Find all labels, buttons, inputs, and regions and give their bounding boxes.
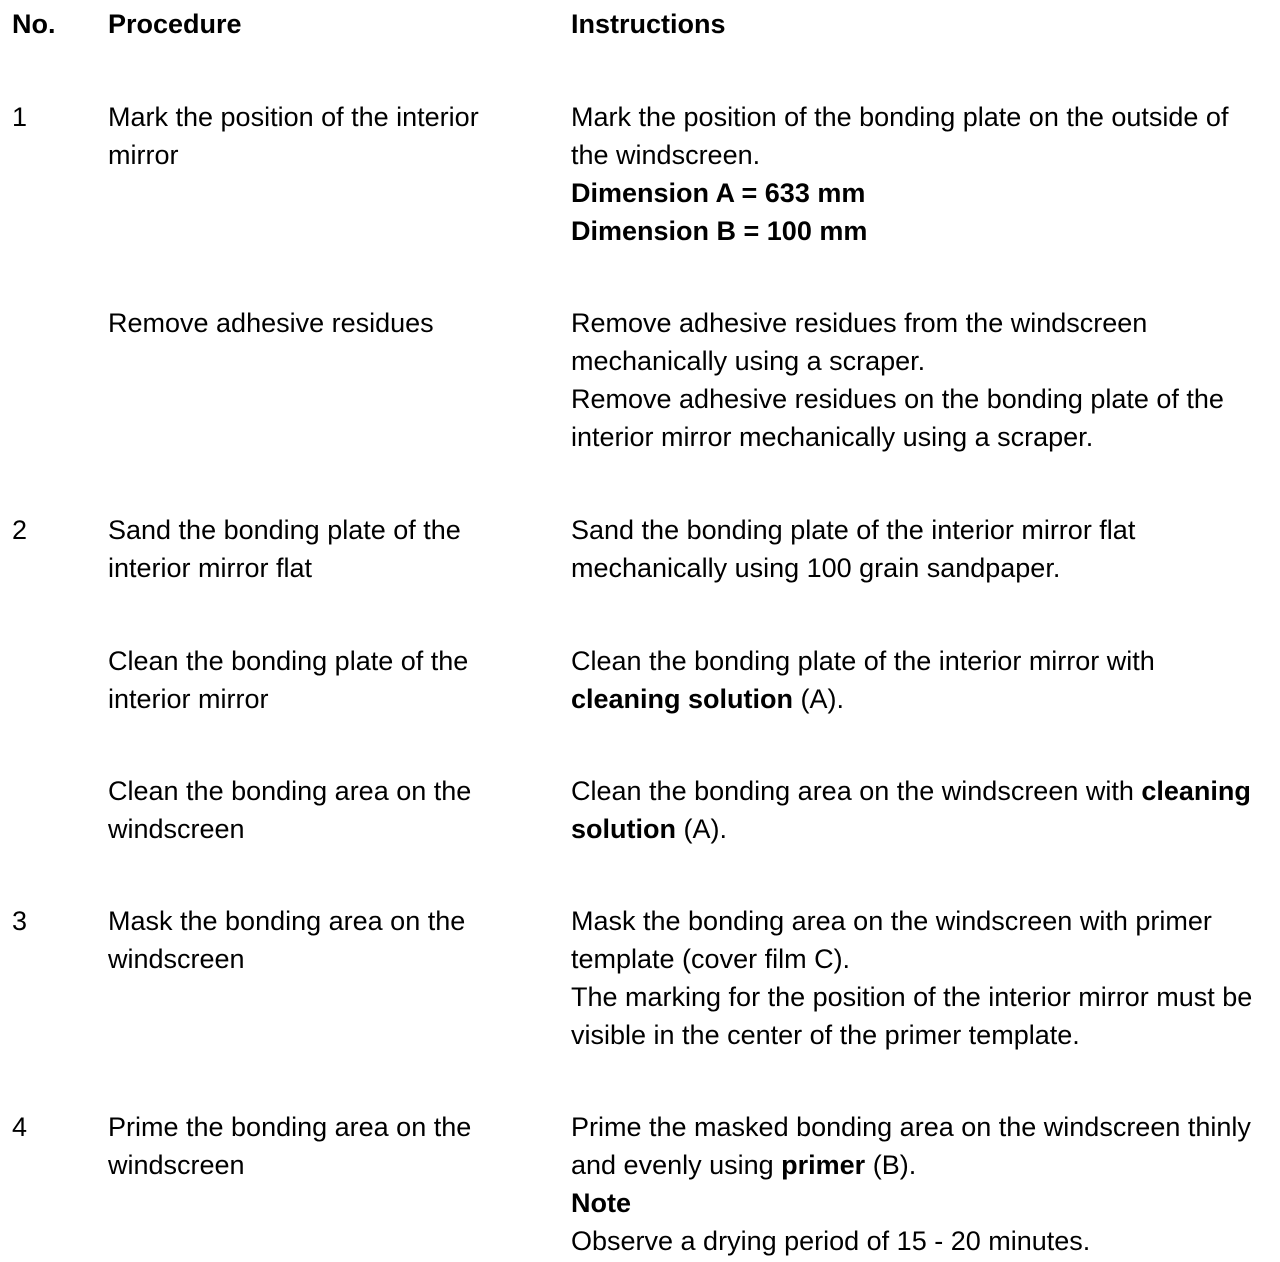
procedure-line: Mark the position of the interior	[108, 102, 479, 132]
instruction-text: (A).	[675, 814, 727, 844]
instruction-line	[571, 174, 1271, 212]
instruction-bold-text: Dimension B = 100 mm	[571, 216, 868, 246]
instruction-text: mechanically using a scraper.	[571, 346, 926, 376]
instruction-bold-text: cleaning	[1141, 776, 1251, 806]
procedure-cell	[108, 98, 548, 174]
procedure-cell	[108, 772, 548, 848]
procedure-line: Mask the bonding area on the	[108, 906, 466, 936]
instruction-text: Clean the bonding area on the windscreen with	[571, 776, 1142, 806]
procedure-cell	[108, 304, 548, 342]
instruction-line	[571, 418, 1271, 456]
instruction-text: Sand the bonding plate of the interior mirror flat	[571, 515, 1136, 545]
instruction-line	[571, 1108, 1271, 1146]
instruction-line	[571, 1184, 1271, 1222]
instruction-text: interior mirror mechanically using a scraper.	[571, 422, 1094, 452]
instructions-cell	[571, 304, 1271, 456]
header-procedure: Procedure	[108, 9, 242, 39]
instruction-text: Remove adhesive residues on the bonding plate of the	[571, 384, 1224, 414]
instruction-text: mechanically using 100 grain sandpaper.	[571, 553, 1061, 583]
instruction-line	[571, 98, 1271, 136]
procedure-line: windscreen	[108, 814, 245, 844]
procedure-line: Sand the bonding plate of the	[108, 515, 461, 545]
instruction-bold-text: Dimension A = 633 mm	[571, 178, 866, 208]
instruction-bold-text: primer	[781, 1150, 866, 1180]
instruction-line	[571, 978, 1271, 1016]
step-number: 1	[12, 102, 28, 132]
step-number: 2	[12, 515, 28, 545]
instruction-line	[571, 1146, 1271, 1184]
instruction-line	[571, 136, 1271, 174]
procedure-line: interior mirror flat	[108, 553, 313, 583]
instruction-line	[571, 642, 1271, 680]
instruction-text: (B).	[865, 1150, 917, 1180]
procedure-cell	[108, 642, 548, 718]
instruction-text: Mask the bonding area on the windscreen with primer	[571, 906, 1212, 936]
instruction-bold-text: Note	[571, 1188, 631, 1218]
instruction-bold-text: solution	[571, 814, 676, 844]
instruction-line	[571, 304, 1271, 342]
step-number: 4	[12, 1112, 28, 1142]
instruction-text: The marking for the position of the interior mirror must be	[571, 982, 1253, 1012]
instruction-text: the windscreen.	[571, 140, 761, 170]
instruction-line	[571, 549, 1271, 587]
header-no: No.	[12, 9, 56, 39]
instruction-line	[571, 380, 1271, 418]
instruction-text: Observe a drying period of 15 - 20 minutes.	[571, 1226, 1091, 1256]
instruction-text: (A).	[793, 684, 845, 714]
instruction-line	[571, 1016, 1271, 1054]
instruction-line	[571, 772, 1271, 810]
instruction-line	[571, 511, 1271, 549]
instruction-line	[571, 680, 1271, 718]
instructions-cell	[571, 98, 1271, 250]
instruction-text: Remove adhesive residues from the windscreen	[571, 308, 1148, 338]
procedure-line: Prime the bonding area on the	[108, 1112, 472, 1142]
instructions-cell	[571, 511, 1271, 587]
procedure-line: windscreen	[108, 1150, 245, 1180]
procedure-cell	[108, 902, 548, 978]
instruction-text: Mark the position of the bonding plate on the outside of	[571, 102, 1229, 132]
instruction-line	[571, 902, 1271, 940]
instructions-cell	[571, 772, 1271, 848]
instructions-cell	[571, 902, 1271, 1054]
instructions-cell	[571, 642, 1271, 718]
instruction-text: and evenly using	[571, 1150, 782, 1180]
procedure-line: interior mirror	[108, 684, 269, 714]
procedure-line: mirror	[108, 140, 179, 170]
procedure-cell	[108, 511, 548, 587]
instruction-text: visible in the center of the primer template.	[571, 1020, 1080, 1050]
procedure-line: Clean the bonding area on the	[108, 776, 472, 806]
instruction-line	[571, 342, 1271, 380]
instruction-text: Prime the masked bonding area on the windscreen thinly	[571, 1112, 1251, 1142]
instructions-cell	[571, 1108, 1271, 1260]
instruction-line	[571, 810, 1271, 848]
step-number: 3	[12, 906, 28, 936]
instruction-line	[571, 212, 1271, 250]
instruction-bold-text: cleaning solution	[571, 684, 794, 714]
header-instructions: Instructions	[571, 9, 726, 39]
procedure-line: Clean the bonding plate of the	[108, 646, 469, 676]
procedure-line: windscreen	[108, 944, 245, 974]
procedure-cell	[108, 1108, 548, 1184]
instruction-text: Clean the bonding plate of the interior mirror with	[571, 646, 1155, 676]
instruction-line	[571, 940, 1271, 978]
procedure-line: Remove adhesive residues	[108, 308, 434, 338]
instruction-text: template (cover film C).	[571, 944, 851, 974]
instruction-line	[571, 1222, 1271, 1260]
